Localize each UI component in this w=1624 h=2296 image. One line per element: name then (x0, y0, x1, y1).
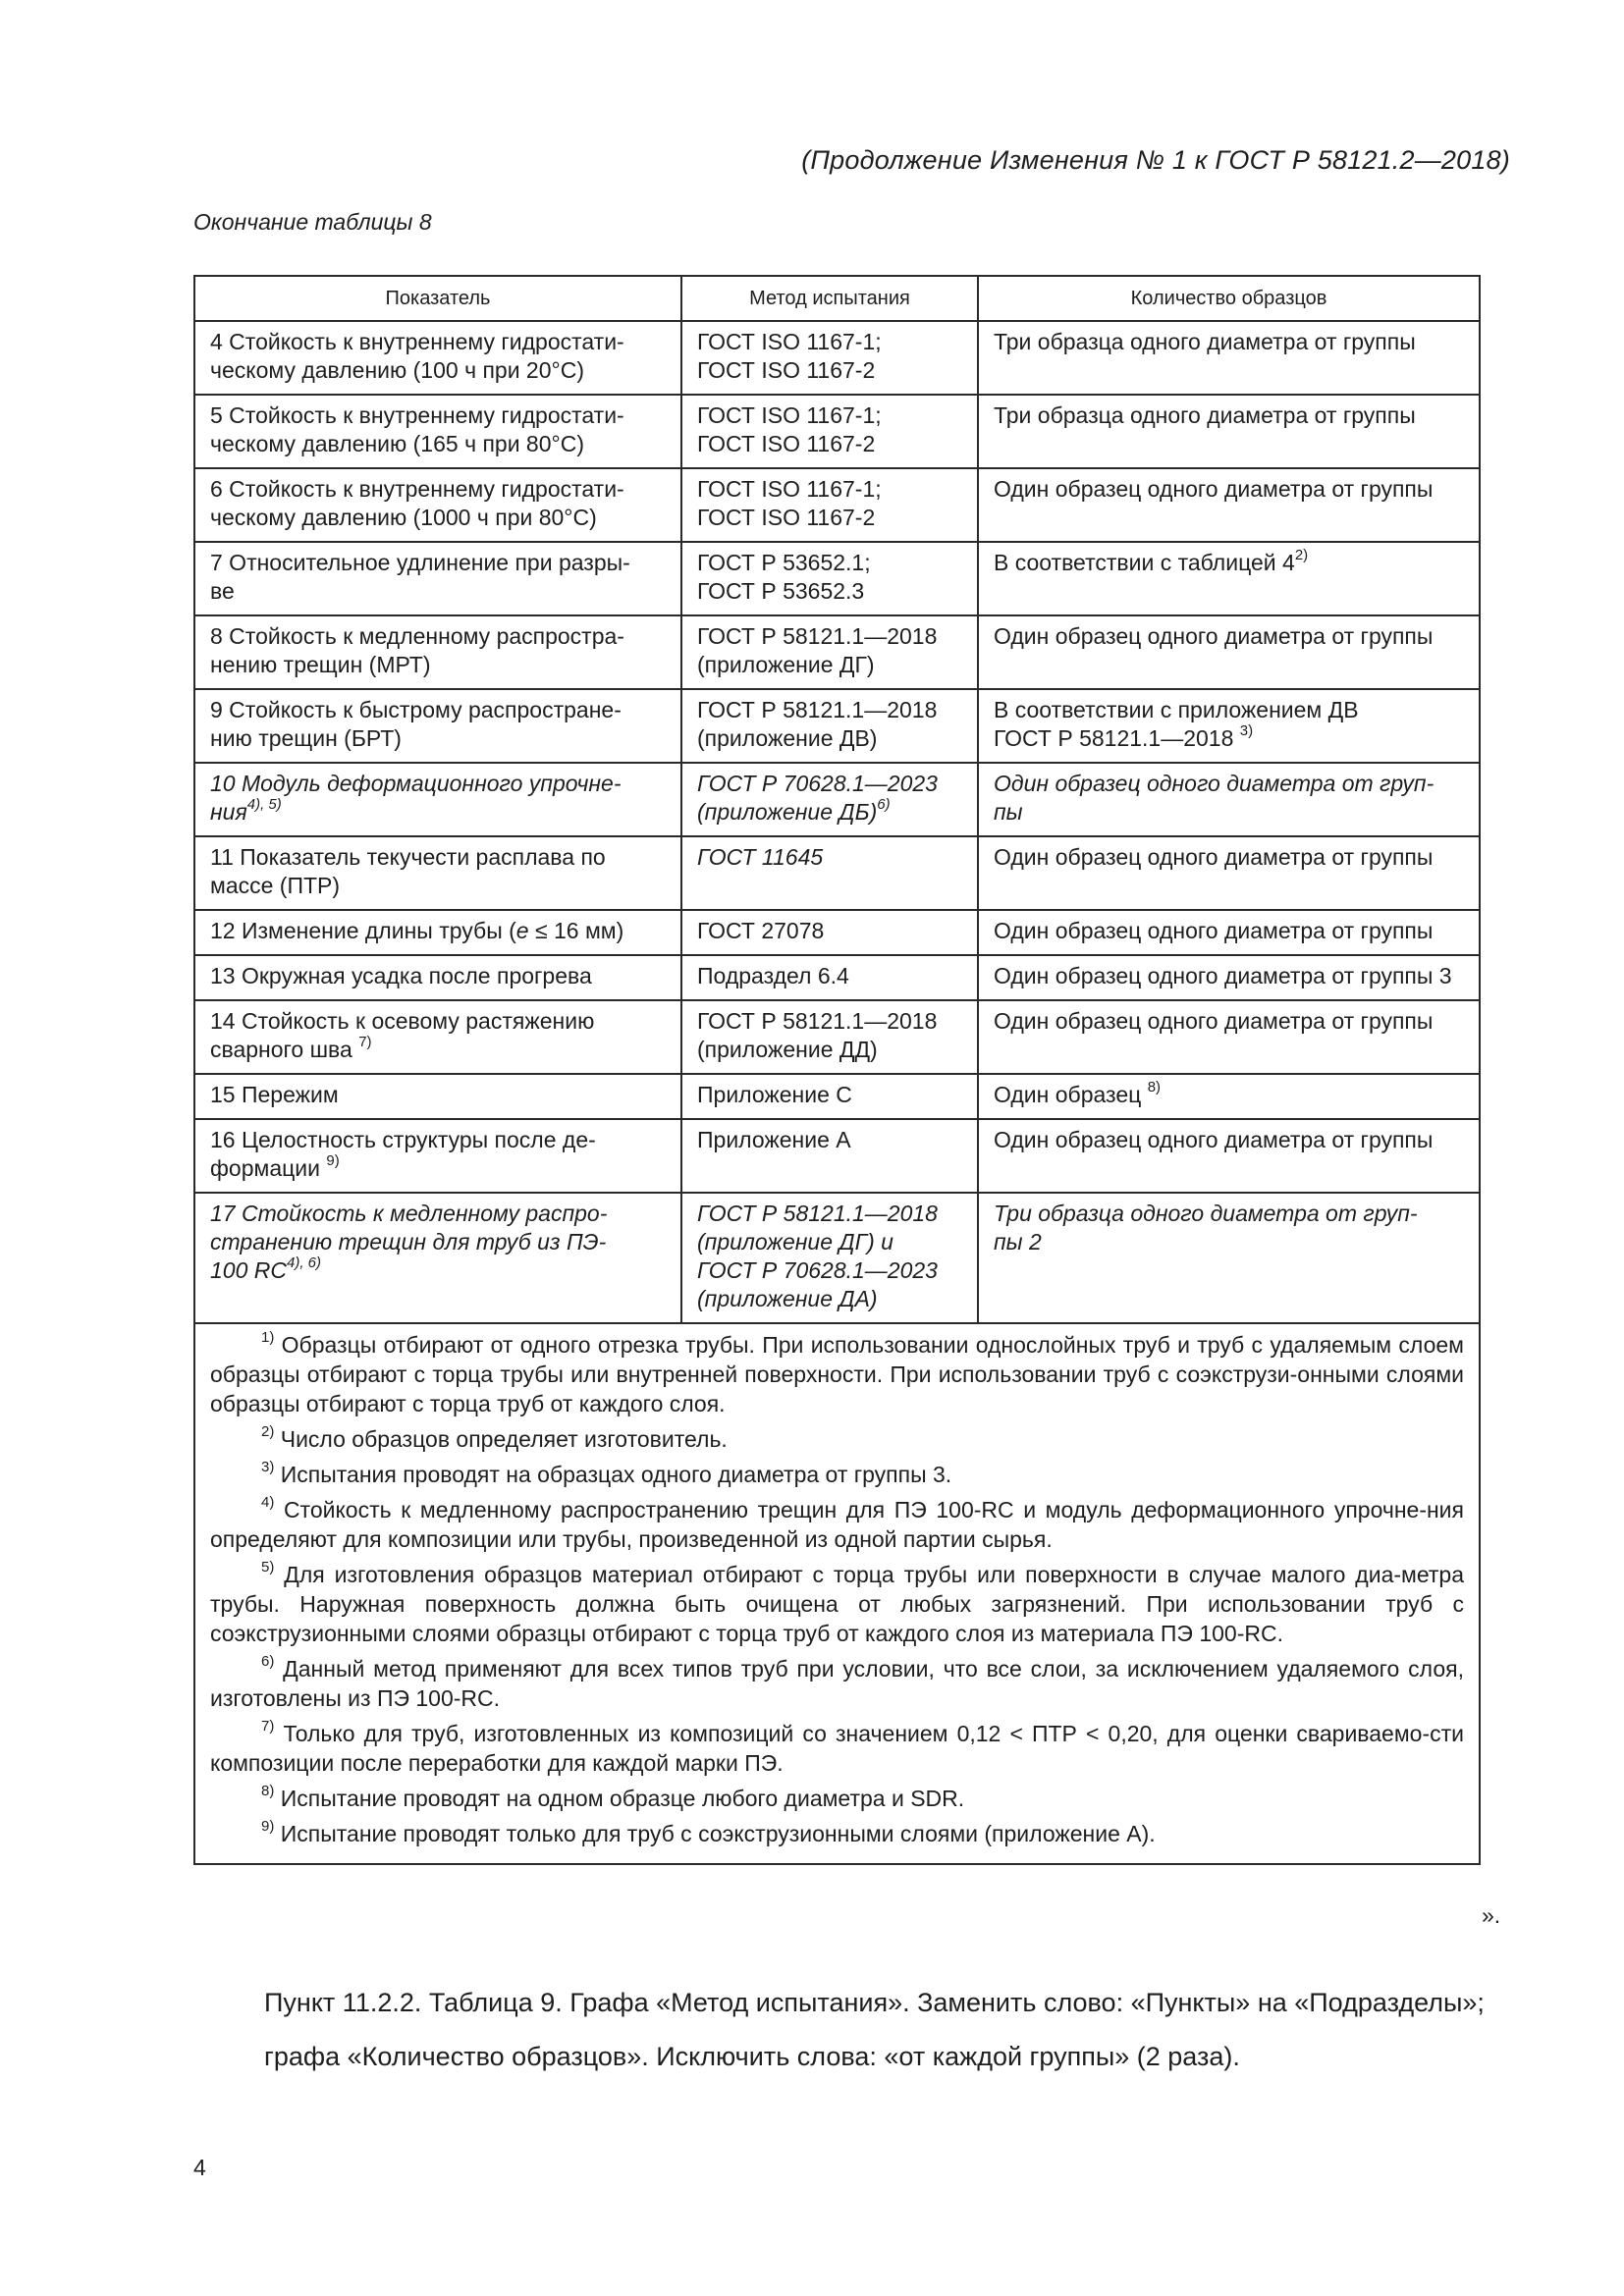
column-header-method: Метод испытания (681, 276, 978, 321)
cell-method: ГОСТ ISO 1167-1; ГОСТ ISO 1167-2 (681, 321, 978, 395)
column-header-indicator: Показатель (194, 276, 681, 321)
cell-sample-count: Один образец одного диаметра от группы 3 (978, 955, 1480, 1000)
cell-indicator: 11 Показатель текучести расплава по массе (ПТР) (194, 836, 681, 910)
cell-indicator: 9 Стойкость к быстрому распростране- нию трещин (БРТ) (194, 689, 681, 763)
cell-method: ГОСТ ISO 1167-1; ГОСТ ISO 1167-2 (681, 395, 978, 468)
footnote: $^{9)}$ Испытание проводят только для труб с соэкструзионными слоями (приложение А). (261, 1818, 1156, 1846)
cell-sample-count: Один образец одного диаметра от группы (978, 615, 1480, 689)
cell-indicator: 8 Стойкость к медленному распростра- нению трещин (МРТ) (194, 615, 681, 689)
table-row (194, 955, 1480, 1000)
cell-sample-count: Один образец одного диаметра от группы (978, 1000, 1480, 1074)
cell-indicator: 7 Относительное удлинение при разры- ве (194, 542, 681, 615)
cell-indicator: 13 Окружная усадка после прогрева (194, 955, 681, 1000)
table-row (194, 1000, 1480, 1074)
table-row (194, 1074, 1480, 1119)
cell-sample-count: Один образец одного диаметра от группы (978, 836, 1480, 910)
footnote: $^{5)}$ Для изготовления образцов материал отбирают с торца трубы или поверхности в случае малого диа-метра трубы. Наружная поверхность должна быть очищена от любых загрязнений. При использовании труб с соэкструзионными слоями образцы отбирают с торца труб от каждого слоя из материала ПЭ 100-RC. (210, 1559, 1464, 1646)
table-row (194, 836, 1480, 910)
cell-sample-count: Один образец $^{8)}$ (978, 1074, 1480, 1119)
closing-quote: ». (1482, 1902, 1501, 1928)
table-row (194, 763, 1480, 836)
footnote: $^{2)}$ Число образцов определяет изготовитель. (261, 1423, 728, 1452)
footnote-reference: 2) (1294, 547, 1309, 564)
cell-method: ГОСТ Р 58121.1—2018 (приложение ДГ) и ГОСТ Р 70628.1—2023 (приложение ДА) (681, 1193, 978, 1323)
table-row (194, 542, 1480, 615)
footnote: $^{8)}$ Испытание проводят на одном образце любого диаметра и SDR. (261, 1783, 965, 1811)
footnote-mark: 1) (261, 1329, 275, 1347)
footnote: $^{1)}$ Образцы отбирают от одного отрезка трубы. При использовании однослойных труб и труб с удаляемым слоем образцы отбирают с торца трубы или внутренней поверхности. При использовании труб с соэкструзи-онными слоями образцы отбирают с торца труб от каждого слоя. (210, 1329, 1464, 1416)
cell-method: ГОСТ ISO 1167-1; ГОСТ ISO 1167-2 (681, 468, 978, 542)
footnote: $^{7)}$ Только для труб, изготовленных из композиций со значением 0,12 < ПТР < 0,20, для оценки свариваемо-сти композиции после переработки для каждой марки ПЭ. (210, 1718, 1464, 1776)
cell-method: ГОСТ 27078 (681, 910, 978, 955)
cell-indicator: 10 Модуль деформационного упрочне- ния$^{4), 5)}$ (194, 763, 681, 836)
cell-method: ГОСТ Р 58121.1—2018 (приложение ДВ) (681, 689, 978, 763)
cell-sample-count: Три образца одного диаметра от группы (978, 395, 1480, 468)
footnote-mark: 9) (261, 1818, 275, 1836)
amendment-text-line-1: Пункт 11.2.2. Таблица 9. Графа «Метод испытания». Заменить слово: «Пункты» на «Подразделы»; (264, 1988, 1485, 2017)
footnote-reference: 4), 5) (246, 796, 282, 814)
cell-sample-count: В соответствии с приложением ДВ ГОСТ Р 58121.1—2018 $^{3)}$ (978, 689, 1480, 763)
cell-method: ГОСТ Р 53652.1; ГОСТ Р 53652.3 (681, 542, 978, 615)
continuation-header: (Продолжение Изменения № 1 к ГОСТ Р 58121.2—2018) (801, 145, 1510, 175)
page-number: 4 (193, 2155, 206, 2180)
cell-method: ГОСТ Р 58121.1—2018 (приложение ДГ) (681, 615, 978, 689)
footnote-mark: 2) (261, 1423, 275, 1441)
footnote-reference: 4), 6) (286, 1255, 321, 1272)
column-header-count: Количество образцов (978, 276, 1480, 321)
footnote-reference: 7) (358, 1034, 372, 1051)
cell-indicator: 5 Стойкость к внутреннему гидростати- ческому давлению (165 ч при 80°С) (194, 395, 681, 468)
table-row (194, 615, 1480, 689)
cell-sample-count: Три образца одного диаметра от груп- пы 2 (978, 1193, 1480, 1323)
footnote-mark: 4) (261, 1494, 275, 1512)
cell-indicator: 17 Стойкость к медленному распро- странению трещин для труб из ПЭ- 100 $RC^{4), 6)}$ (194, 1193, 681, 1323)
footnote-mark: 3) (261, 1459, 275, 1476)
table-body (194, 321, 1480, 1323)
cell-indicator: 6 Стойкость к внутреннему гидростати- ческому давлению (1000 ч при 80°С) (194, 468, 681, 542)
table-row (194, 1193, 1480, 1323)
cell-indicator: 4 Стойкость к внутреннему гидростати- ческому давлению (100 ч при 20°С) (194, 321, 681, 395)
table-row (194, 689, 1480, 763)
footnote-reference: 6) (877, 796, 891, 814)
cell-sample-count: В соответствии с таблицей 4$^{2)}$ (978, 542, 1480, 615)
cell-method: Подраздел 6.4 (681, 955, 978, 1000)
footnote: $^{4)}$ Стойкость к медленному распространению трещин для ПЭ 100-RC и модуль деформационного упрочне-ния определяют для композиции или трубы, произведенной из одной партии сырья. (210, 1494, 1464, 1552)
table-row (194, 1119, 1480, 1193)
cell-indicator: 16 Целостность структуры после де- формации $^{9)}$ (194, 1119, 681, 1193)
footnote-reference: 9) (326, 1152, 340, 1170)
footnote-mark: 8) (261, 1783, 275, 1800)
cell-indicator: 14 Стойкость к осевому растяжению сварного шва $^{7)}$ (194, 1000, 681, 1074)
cell-sample-count: Один образец одного диаметра от группы (978, 910, 1480, 955)
footnote: $^{6)}$ Данный метод применяют для всех типов труб при условии, что все слои, за исключением удаляемого слоя, изготовлены из ПЭ 100-RC. (210, 1653, 1464, 1711)
cell-method: ГОСТ Р 70628.1—2023 (приложение ДБ)$^{6)}$ (681, 763, 978, 836)
cell-sample-count: Один образец одного диаметра от груп- пы (978, 763, 1480, 836)
footnote-mark: 7) (261, 1718, 275, 1735)
cell-sample-count: Один образец одного диаметра от группы (978, 1119, 1480, 1193)
table-row (194, 910, 1480, 955)
footnote-mark: 5) (261, 1559, 275, 1576)
footnote-mark: 6) (261, 1653, 275, 1671)
notes-row (194, 1323, 1480, 1864)
table-row (194, 321, 1480, 395)
table-header-row (194, 276, 1480, 321)
footnote-reference: 8) (1147, 1079, 1162, 1096)
table-8 (193, 275, 1481, 1865)
cell-method: Приложение А (681, 1119, 978, 1193)
cell-method: ГОСТ 11645 (681, 836, 978, 910)
table-row (194, 395, 1480, 468)
cell-indicator: 12 Изменение длины трубы (e ≤ 16 мм) (194, 910, 681, 955)
table-footnotes (194, 1323, 1480, 1864)
cell-sample-count: Один образец одного диаметра от группы (978, 468, 1480, 542)
cell-indicator: 15 Пережим (194, 1074, 681, 1119)
cell-method: Приложение С (681, 1074, 978, 1119)
footnote-reference: 3) (1239, 722, 1254, 740)
footnote: $^{3)}$ Испытания проводят на образцах одного диаметра от группы 3. (261, 1459, 952, 1487)
cell-method: ГОСТ Р 58121.1—2018 (приложение ДД) (681, 1000, 978, 1074)
amendment-text-line-2: графа «Количество образцов». Исключить слова: «от каждой группы» (2 раза). (264, 2042, 1240, 2071)
table-row (194, 468, 1480, 542)
cell-sample-count: Три образца одного диаметра от группы (978, 321, 1480, 395)
table-caption: Окончание таблицы 8 (193, 209, 432, 235)
